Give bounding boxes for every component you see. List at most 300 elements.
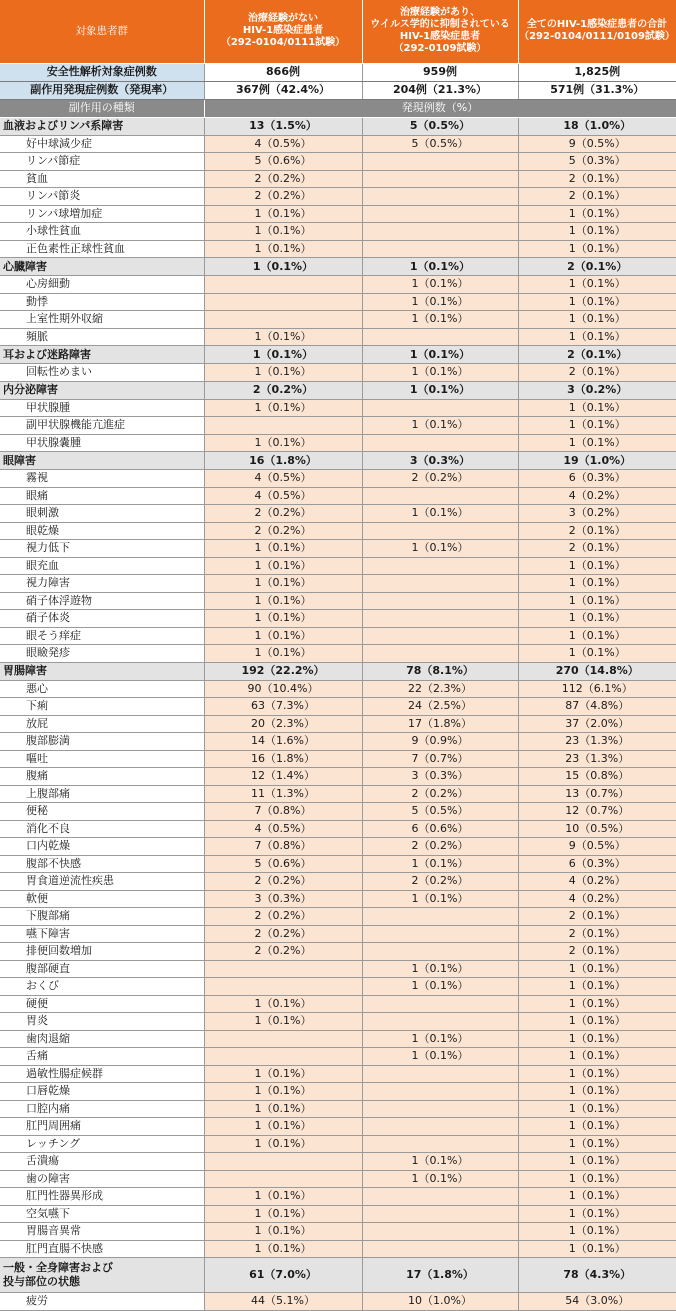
reaction-value: 1（0.1%） <box>518 223 676 241</box>
reaction-value: 1（0.1%） <box>204 645 362 663</box>
reaction-value: 3（0.2%） <box>518 505 676 523</box>
header-col1-line: 治療経験がない <box>248 13 318 25</box>
category-name: 血液およびリンパ系障害 <box>0 117 204 135</box>
category-value: 19（1.0%） <box>518 452 676 470</box>
reaction-name: 硝子体浮遊物 <box>0 592 204 610</box>
reaction-value: 1（0.1%） <box>362 505 518 523</box>
reaction-value: 1（0.1%） <box>518 1153 676 1171</box>
reaction-value: 1（0.1%） <box>518 592 676 610</box>
table-row <box>0 188 676 206</box>
reaction-value: 16（1.8%） <box>204 750 362 768</box>
reaction-value: 17（1.8%） <box>362 715 518 733</box>
reaction-name: 口内乾燥 <box>0 838 204 856</box>
reaction-name: 肛門性器異形成 <box>0 1188 204 1206</box>
reaction-value <box>362 557 518 575</box>
table-row <box>0 1118 676 1136</box>
reaction-value: 4（0.5%） <box>204 470 362 488</box>
reaction-name: 眼痛 <box>0 487 204 505</box>
reaction-value: 1（0.1%） <box>204 240 362 258</box>
reaction-value: 14（1.6%） <box>204 733 362 751</box>
category-value: 17（1.8%） <box>362 1258 518 1293</box>
reaction-value <box>362 328 518 346</box>
summary-row-adverse <box>0 81 676 99</box>
reaction-value <box>204 293 362 311</box>
category-value: 18（1.0%） <box>518 117 676 135</box>
header-col1-line: （292-0104/0111試験） <box>220 37 346 49</box>
reaction-value: 6（0.3%） <box>518 470 676 488</box>
reaction-value: 1（0.1%） <box>204 1065 362 1083</box>
reaction-value: 1（0.1%） <box>204 1205 362 1223</box>
category-value: 3（0.3%） <box>362 452 518 470</box>
reaction-name: 正色素性正球性貧血 <box>0 240 204 258</box>
reaction-value: 1（0.1%） <box>518 1240 676 1258</box>
reaction-value <box>362 610 518 628</box>
reaction-value <box>204 1153 362 1171</box>
table-row <box>0 328 676 346</box>
reaction-value: 90（10.4%） <box>204 680 362 698</box>
reaction-value <box>362 1223 518 1241</box>
table-row <box>0 223 676 241</box>
reaction-value: 5（0.3%） <box>518 153 676 171</box>
reaction-value: 1（0.1%） <box>518 1135 676 1153</box>
table-row <box>0 364 676 382</box>
reaction-value: 63（7.3%） <box>204 698 362 716</box>
category-value: 3（0.2%） <box>518 381 676 399</box>
category-value: 16（1.8%） <box>204 452 362 470</box>
reaction-value: 4（0.2%） <box>518 890 676 908</box>
table-row <box>0 855 676 873</box>
table-row <box>0 135 676 153</box>
reaction-value: 1（0.1%） <box>518 995 676 1013</box>
summary-value: 866例 <box>204 63 362 81</box>
table-row <box>0 820 676 838</box>
reaction-value <box>362 1013 518 1031</box>
category-row <box>0 346 676 364</box>
reaction-value: 1（0.1%） <box>204 1135 362 1153</box>
reaction-name: 胃食道逆流性疾患 <box>0 873 204 891</box>
reaction-value: 1（0.1%） <box>362 311 518 329</box>
table-row <box>0 908 676 926</box>
reaction-value: 1（0.1%） <box>518 1170 676 1188</box>
table-row <box>0 1135 676 1153</box>
reaction-value: 1（0.1%） <box>518 627 676 645</box>
table-row <box>0 1223 676 1241</box>
reaction-value <box>362 1205 518 1223</box>
reaction-value: 13（0.7%） <box>518 785 676 803</box>
category-value: 78（8.1%） <box>362 662 518 680</box>
reaction-value: 1（0.1%） <box>204 557 362 575</box>
category-row <box>0 117 676 135</box>
reaction-value <box>362 487 518 505</box>
category-row <box>0 1258 676 1293</box>
reaction-value <box>362 1240 518 1258</box>
reaction-name: 歯の障害 <box>0 1170 204 1188</box>
reaction-name: 下痢 <box>0 698 204 716</box>
category-name-line: 投与部位の状態 <box>3 1275 80 1288</box>
reaction-value: 2（0.1%） <box>518 925 676 943</box>
table-row <box>0 768 676 786</box>
category-value: 1（0.1%） <box>362 381 518 399</box>
reaction-value: 1（0.1%） <box>518 1223 676 1241</box>
header-col2 <box>362 0 518 63</box>
reaction-value: 4（0.2%） <box>518 873 676 891</box>
reaction-value: 1（0.1%） <box>204 1188 362 1206</box>
reaction-value: 1（0.1%） <box>518 205 676 223</box>
reaction-value: 1（0.1%） <box>204 1223 362 1241</box>
reaction-name: レッチング <box>0 1135 204 1153</box>
reaction-value: 1（0.1%） <box>518 399 676 417</box>
reaction-value: 1（0.1%） <box>204 399 362 417</box>
reaction-value <box>362 1065 518 1083</box>
category-value: 1（0.1%） <box>204 258 362 276</box>
table-row <box>0 803 676 821</box>
header-row <box>0 0 676 63</box>
reaction-name: 上室性期外収縮 <box>0 311 204 329</box>
reaction-value: 3（0.3%） <box>204 890 362 908</box>
reaction-value <box>362 645 518 663</box>
category-row <box>0 381 676 399</box>
reaction-value <box>362 223 518 241</box>
table-row <box>0 1205 676 1223</box>
reaction-name: 腹部硬直 <box>0 960 204 978</box>
reaction-value: 2（0.2%） <box>362 873 518 891</box>
reaction-value: 1（0.1%） <box>518 610 676 628</box>
reaction-name: 小球性貧血 <box>0 223 204 241</box>
reaction-value: 1（0.1%） <box>518 1013 676 1031</box>
summary-label: 安全性解析対象症例数 <box>0 63 204 81</box>
reaction-name: リンパ球増加症 <box>0 205 204 223</box>
reaction-value <box>204 1048 362 1066</box>
table-row <box>0 522 676 540</box>
table-row <box>0 153 676 171</box>
reaction-value: 5（0.5%） <box>362 135 518 153</box>
reaction-value <box>362 575 518 593</box>
reaction-name: 排便回数増加 <box>0 943 204 961</box>
table-row <box>0 505 676 523</box>
table-row <box>0 785 676 803</box>
reaction-value: 1（0.1%） <box>518 1065 676 1083</box>
table-row <box>0 1013 676 1031</box>
reaction-value: 4（0.2%） <box>518 487 676 505</box>
header-col2-line: 治療経験があり、 <box>400 7 480 19</box>
reaction-value <box>362 1083 518 1101</box>
reaction-value: 5（0.6%） <box>204 153 362 171</box>
category-value: 5（0.5%） <box>362 117 518 135</box>
reaction-value <box>362 943 518 961</box>
reaction-value: 1（0.1%） <box>362 978 518 996</box>
reaction-name: 過敏性腸症候群 <box>0 1065 204 1083</box>
table-row <box>0 715 676 733</box>
reaction-name: 腹部不快感 <box>0 855 204 873</box>
reaction-name: 眼瞼発疹 <box>0 645 204 663</box>
reaction-value: 1（0.1%） <box>518 1083 676 1101</box>
reaction-value: 1（0.1%） <box>518 1205 676 1223</box>
reaction-value: 2（0.2%） <box>204 873 362 891</box>
reaction-name: 眼そう痒症 <box>0 627 204 645</box>
reaction-value <box>362 522 518 540</box>
summary-value: 367例（42.4%） <box>204 81 362 99</box>
reaction-value: 1（0.1%） <box>362 417 518 435</box>
reaction-value: 2（0.2%） <box>204 908 362 926</box>
reaction-value <box>204 417 362 435</box>
reaction-value: 10（1.0%） <box>362 1293 518 1311</box>
reaction-value: 1（0.1%） <box>362 540 518 558</box>
reaction-name: 舌痛 <box>0 1048 204 1066</box>
category-row <box>0 258 676 276</box>
reaction-name: 歯肉退縮 <box>0 1030 204 1048</box>
reaction-value: 2（0.1%） <box>518 188 676 206</box>
table-row <box>0 434 676 452</box>
reaction-value: 4（0.5%） <box>204 487 362 505</box>
reaction-value <box>362 925 518 943</box>
reaction-value: 2（0.2%） <box>362 785 518 803</box>
reaction-name: 胃腸音異常 <box>0 1223 204 1241</box>
table-row <box>0 575 676 593</box>
reaction-value: 11（1.3%） <box>204 785 362 803</box>
table-row <box>0 627 676 645</box>
reaction-value: 44（5.1%） <box>204 1293 362 1311</box>
reaction-value <box>204 276 362 294</box>
reaction-value: 1（0.1%） <box>518 645 676 663</box>
reaction-value: 37（2.0%） <box>518 715 676 733</box>
category-name: 内分泌障害 <box>0 381 204 399</box>
reaction-value: 1（0.1%） <box>362 1170 518 1188</box>
summary-value: 571例（31.3%） <box>518 81 676 99</box>
reaction-name: 下腹部痛 <box>0 908 204 926</box>
reaction-value: 1（0.1%） <box>362 276 518 294</box>
reaction-name: おくび <box>0 978 204 996</box>
reaction-value: 1（0.1%） <box>518 240 676 258</box>
table-row <box>0 487 676 505</box>
reaction-value: 1（0.1%） <box>518 1048 676 1066</box>
category-value: 61（7.0%） <box>204 1258 362 1293</box>
reaction-value <box>204 311 362 329</box>
reaction-name: 回転性めまい <box>0 364 204 382</box>
table-row <box>0 1048 676 1066</box>
reaction-value: 1（0.1%） <box>518 328 676 346</box>
reaction-value: 1（0.1%） <box>204 575 362 593</box>
table-row <box>0 240 676 258</box>
table-row <box>0 995 676 1013</box>
reaction-value <box>362 908 518 926</box>
table-row <box>0 1170 676 1188</box>
reaction-name: 舌潰瘍 <box>0 1153 204 1171</box>
table-row <box>0 293 676 311</box>
summary-value: 1,825例 <box>518 63 676 81</box>
summary-row-safety <box>0 63 676 81</box>
reaction-value: 112（6.1%） <box>518 680 676 698</box>
reaction-value: 9（0.9%） <box>362 733 518 751</box>
reaction-name: 軟便 <box>0 890 204 908</box>
category-name: 耳および迷路障害 <box>0 346 204 364</box>
reaction-value: 4（0.5%） <box>204 820 362 838</box>
reaction-value <box>204 960 362 978</box>
reaction-name: 甲状腺嚢腫 <box>0 434 204 452</box>
reaction-name: 消化不良 <box>0 820 204 838</box>
reaction-value: 1（0.1%） <box>362 364 518 382</box>
reaction-name: 嘔吐 <box>0 750 204 768</box>
reaction-value: 2（0.2%） <box>204 170 362 188</box>
table-row <box>0 1100 676 1118</box>
table-row <box>0 311 676 329</box>
header-col2-line: HIV-1感染症患者 <box>399 31 481 43</box>
reaction-value: 1（0.1%） <box>362 293 518 311</box>
group-label: 対象患者群 <box>0 0 204 63</box>
reaction-value: 1（0.1%） <box>204 610 362 628</box>
reaction-value: 5（0.5%） <box>362 803 518 821</box>
category-value: 1（0.1%） <box>204 346 362 364</box>
table-row <box>0 1153 676 1171</box>
reaction-name: 眼充血 <box>0 557 204 575</box>
reaction-value: 1（0.1%） <box>362 1030 518 1048</box>
header-col1 <box>204 0 362 63</box>
category-name-line: 一般・全身障害および <box>3 1261 113 1274</box>
reaction-value: 1（0.1%） <box>518 417 676 435</box>
table-row <box>0 750 676 768</box>
table-row <box>0 838 676 856</box>
reaction-value: 2（0.1%） <box>518 540 676 558</box>
type-header-right: 発現例数（%） <box>204 99 676 117</box>
reaction-name: 動悸 <box>0 293 204 311</box>
reaction-value: 1（0.1%） <box>518 293 676 311</box>
reaction-value: 4（0.5%） <box>204 135 362 153</box>
table-row <box>0 399 676 417</box>
reaction-value: 1（0.1%） <box>518 1030 676 1048</box>
reaction-name: 腹痛 <box>0 768 204 786</box>
reaction-value: 1（0.1%） <box>518 434 676 452</box>
header-col1-line: HIV-1感染症患者 <box>242 25 324 37</box>
reaction-name: 悪心 <box>0 680 204 698</box>
table-row <box>0 943 676 961</box>
category-name: 眼障害 <box>0 452 204 470</box>
reaction-value <box>362 1188 518 1206</box>
table-row <box>0 680 676 698</box>
reaction-name: 放屁 <box>0 715 204 733</box>
table-row <box>0 698 676 716</box>
reaction-value: 1（0.1%） <box>204 1240 362 1258</box>
category-value: 2（0.1%） <box>518 258 676 276</box>
reaction-name: リンパ節症 <box>0 153 204 171</box>
reaction-value: 1（0.1%） <box>518 1100 676 1118</box>
reaction-name: 上腹部痛 <box>0 785 204 803</box>
reaction-value <box>362 1100 518 1118</box>
header-col2-line: （292-0109試験） <box>393 43 487 55</box>
reaction-name: 腹部膨満 <box>0 733 204 751</box>
reaction-value: 2（0.2%） <box>204 188 362 206</box>
reaction-value <box>362 1118 518 1136</box>
category-name <box>0 1258 204 1293</box>
reaction-value: 10（0.5%） <box>518 820 676 838</box>
reaction-name: 副甲状腺機能亢進症 <box>0 417 204 435</box>
reaction-value: 23（1.3%） <box>518 750 676 768</box>
reaction-value: 1（0.1%） <box>362 890 518 908</box>
category-value: 2（0.2%） <box>204 381 362 399</box>
reaction-name: 硬便 <box>0 995 204 1013</box>
reaction-name: 口腔内痛 <box>0 1100 204 1118</box>
reaction-name: 硝子体炎 <box>0 610 204 628</box>
reaction-name: 肛門周囲痛 <box>0 1118 204 1136</box>
reaction-value: 2（0.2%） <box>362 838 518 856</box>
reaction-value: 1（0.1%） <box>362 1153 518 1171</box>
reaction-value: 1（0.1%） <box>204 1100 362 1118</box>
table-row <box>0 1293 676 1311</box>
reaction-name: 頻脈 <box>0 328 204 346</box>
reaction-name: 霧視 <box>0 470 204 488</box>
reaction-value <box>204 1030 362 1048</box>
table-row <box>0 540 676 558</box>
reaction-value <box>362 399 518 417</box>
table-row <box>0 557 676 575</box>
reaction-name: 眼刺激 <box>0 505 204 523</box>
reaction-name: 視力低下 <box>0 540 204 558</box>
table-row <box>0 470 676 488</box>
reaction-name: 肛門直腸不快感 <box>0 1240 204 1258</box>
reaction-value: 2（0.2%） <box>204 505 362 523</box>
table-row <box>0 978 676 996</box>
reaction-value: 12（0.7%） <box>518 803 676 821</box>
reaction-value: 3（0.3%） <box>362 768 518 786</box>
summary-value: 959例 <box>362 63 518 81</box>
reaction-name: 胃炎 <box>0 1013 204 1031</box>
table-row <box>0 925 676 943</box>
table-row <box>0 592 676 610</box>
reaction-value: 87（4.8%） <box>518 698 676 716</box>
reaction-value: 1（0.1%） <box>518 1188 676 1206</box>
reaction-name: 便秘 <box>0 803 204 821</box>
table-row <box>0 1030 676 1048</box>
table-row <box>0 610 676 628</box>
reaction-value: 1（0.1%） <box>204 995 362 1013</box>
category-value: 1（0.1%） <box>362 258 518 276</box>
reaction-value: 2（0.1%） <box>518 522 676 540</box>
reaction-value <box>362 592 518 610</box>
reaction-value <box>362 205 518 223</box>
reaction-value <box>362 627 518 645</box>
category-value: 192（22.2%） <box>204 662 362 680</box>
reaction-value: 1（0.1%） <box>518 311 676 329</box>
reaction-value: 1（0.1%） <box>518 575 676 593</box>
category-value: 2（0.1%） <box>518 346 676 364</box>
reaction-value: 20（2.3%） <box>204 715 362 733</box>
header-col2-line: ウイルス学的に抑制されている <box>370 19 510 31</box>
reaction-value: 9（0.5%） <box>518 838 676 856</box>
table-row <box>0 960 676 978</box>
reaction-value <box>362 188 518 206</box>
table-row <box>0 873 676 891</box>
category-value: 270（14.8%） <box>518 662 676 680</box>
reaction-value: 1（0.1%） <box>204 364 362 382</box>
reaction-value: 1（0.1%） <box>204 205 362 223</box>
category-name: 胃腸障害 <box>0 662 204 680</box>
reaction-name: 空気嚥下 <box>0 1205 204 1223</box>
reaction-name: 疲労 <box>0 1293 204 1311</box>
reaction-value: 1（0.1%） <box>204 540 362 558</box>
category-row <box>0 662 676 680</box>
header-col3-line: 全てのHIV-1感染症患者の合計 <box>526 19 668 31</box>
category-value: 78（4.3%） <box>518 1258 676 1293</box>
reaction-value: 1（0.1%） <box>518 978 676 996</box>
reaction-name: 眼乾燥 <box>0 522 204 540</box>
table-row <box>0 417 676 435</box>
reaction-value: 2（0.1%） <box>518 908 676 926</box>
header-col3-line: （292-0104/0111/0109試験） <box>519 31 675 43</box>
header-col3 <box>518 0 676 63</box>
reaction-value: 1（0.1%） <box>518 557 676 575</box>
reaction-value: 1（0.1%） <box>362 855 518 873</box>
table-row <box>0 205 676 223</box>
reaction-value: 2（0.1%） <box>518 364 676 382</box>
category-value: 1（0.1%） <box>362 346 518 364</box>
